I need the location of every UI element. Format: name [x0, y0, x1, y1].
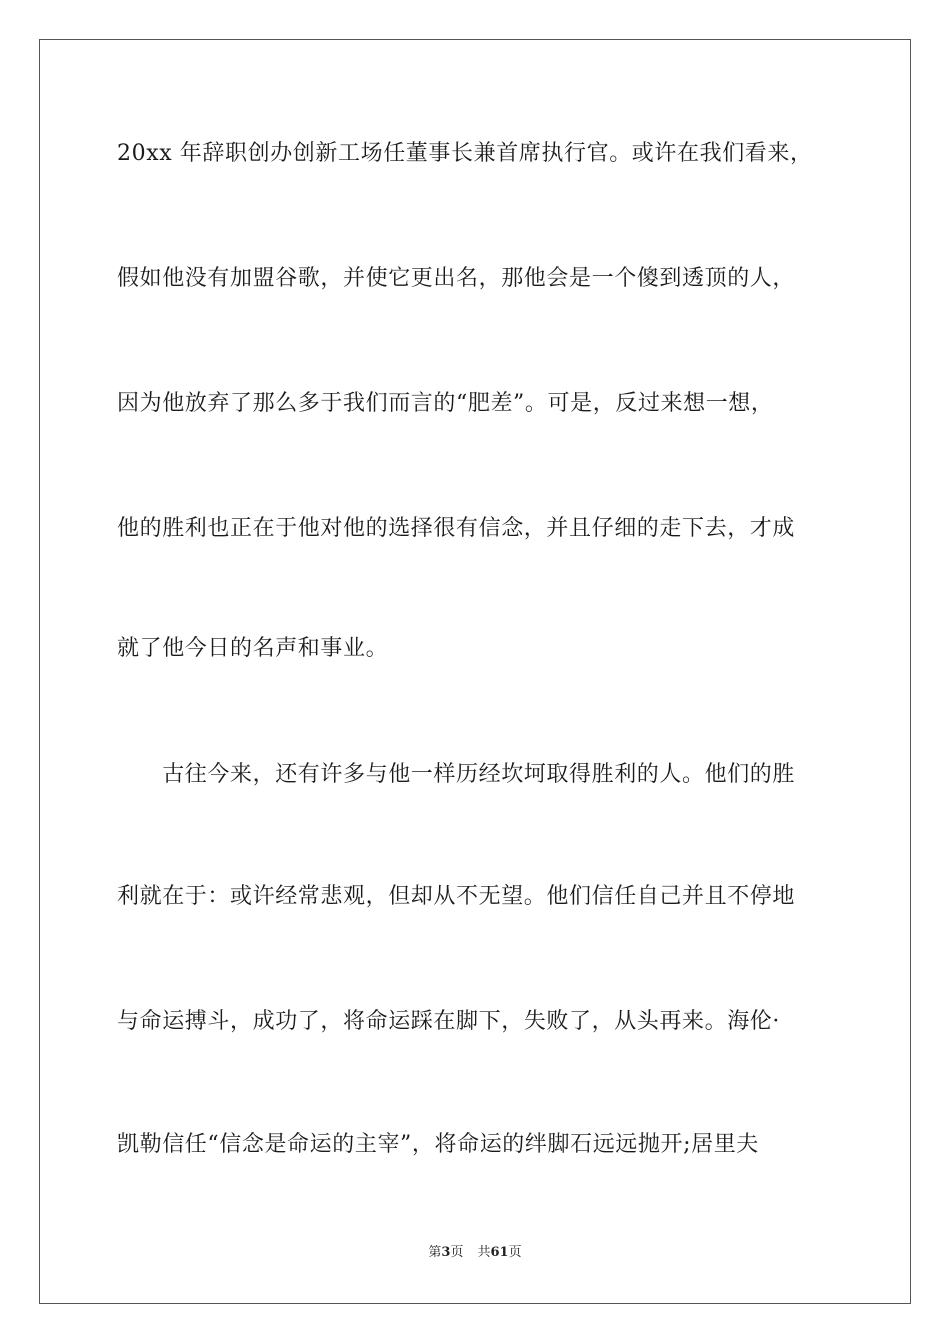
- body-text-line-4: 他的胜利也正在于他对他的选择很有信念，并且仔细的走下去，才成: [117, 516, 796, 541]
- body-text-line-6: 古往今来，还有许多与他一样历经坎坷取得胜利的人。他们的胜: [117, 762, 796, 787]
- body-text-line-3: 因为他放弃了那么多于我们而言的“肥差”。可是，反过来想一想，: [117, 391, 774, 416]
- body-text-line-5: 就了他今日的名声和事业。: [117, 636, 389, 661]
- body-text-line-7: 利就在于：或许经常悲观，但却从不无望。他们信任自己并且不停地: [117, 884, 796, 909]
- body-text-line-8: 与命运搏斗，成功了，将命运踩在脚下，失败了，从头再来。海伦·: [117, 1009, 780, 1034]
- body-text-line-2: 假如他没有加盟谷歌，并使它更出名，那他会是一个傻到透顶的人，: [117, 266, 796, 291]
- body-text-line-1: 20xx 年辞职创办创新工场任董事长兼首席执行官。或许在我们看来，: [117, 141, 813, 166]
- page-prefix: 第: [428, 1245, 442, 1260]
- page-footer: [0, 1244, 950, 1262]
- page-frame: [39, 39, 911, 1304]
- page-number: 3: [441, 1245, 451, 1260]
- total-pages: 61: [490, 1245, 509, 1260]
- total-suffix: 页: [508, 1245, 522, 1260]
- total-prefix: 共: [477, 1245, 491, 1260]
- page-suffix: 页: [450, 1245, 464, 1260]
- body-text-line-9: 凯勒信任“信念是命运的主宰”，将命运的绊脚石远远抛开;居里夫: [117, 1132, 759, 1157]
